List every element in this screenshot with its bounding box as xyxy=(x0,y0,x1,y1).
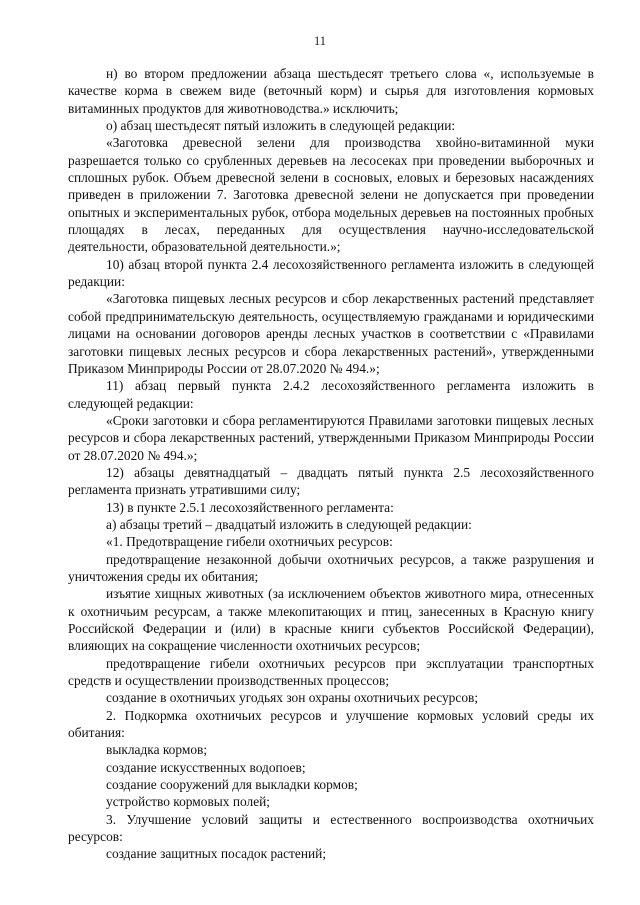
paragraph-amendment-o: о) абзац шестьдесят пятый изложить в следующей редакции: xyxy=(106,118,456,134)
paragraph-prevent-illegal-hunting: предотвращение незаконной добычи охотничьих ресурсов, а также разрушения и уничтожения среды их обитания; xyxy=(68,551,594,584)
paragraph-item-11: 11) абзац первый пункта 2.4.2 лесохозяйственного регламента изложить в следующей редакции: xyxy=(68,378,594,411)
page-number: 11 xyxy=(313,34,327,48)
paragraph-prevent-transport-deaths: предотвращение гибели охотничьих ресурсов при эксплуатации транспортных средств и осуществлении производственных процессов; xyxy=(68,655,594,689)
paragraph-protective-plantings: создание защитных посадок растений; xyxy=(106,846,327,862)
paragraph-item-13a: а) абзацы третий – двадцатый изложить в следующей редакции: xyxy=(106,516,472,532)
paragraph-protection-zones: создание в охотничьих угодьях зон охраны охотничьих ресурсов; xyxy=(106,690,479,706)
paragraph-item-13: 13) в пункте 2.5.1 лесохозяйственного регламента: xyxy=(106,499,394,515)
paragraph-item-12: 12) абзацы девятнадцатый – двадцать пятый пункта 2.5 лесохозяйственного регламента признать утратившими силу; xyxy=(68,464,594,498)
paragraph-quote-wood-greens: «Заготовка древесной зелени для производства хвойно-витаминной муки разрешается только со срубленных деревьев на лесосеках при проведении выборочных и сплошных рубок. Объем древесной зелени в сосновых, еловых и березовых насаждениях приведен в приложении 7. Заготовка древесной зелени не допускается при проведении опытных и экспериментальных рубок, отбора модельных деревьев на постоянных пробных площадях в лесах, переданных для осуществления научно-исследовательской деятельности, образовательной деятельности.»; xyxy=(68,135,594,255)
paragraph-quote-harvest-terms: «Сроки заготовки и сбора регламентируются Правилами заготовки пищевых лесных ресурсов и сбора лекарственных растений, утвержденными Приказом Минприроды России от 28.07.2020 № 494.»; xyxy=(68,412,594,463)
paragraph-amendment-n: н) во втором предложении абзаца шестьдесят третьего слова «, используемые в качестве корма в свежем виде (веточный корм) и сырья для изготовления кормовых витаминных продуктов для животноводства.» исключить; xyxy=(68,66,594,116)
paragraph-quote-food-resources: «Заготовка пищевых лесных ресурсов и сбор лекарственных растений представляет собой предпринимательскую деятельность, осуществляемую гражданами и юридическими лицами на основании договоров аренды лесных участков в соответствии с «Правилами заготовки пищевых лесных ресурсов и сбора лекарственных растений», утвержденными Приказом Минприроды России от 28.07.2020 № 494.»; xyxy=(68,291,594,376)
paragraph-predator-removal: изъятие хищных животных (за исключением объектов животного мира, отнесенных к охотничьим ресурсам, а также млекопитающих и птиц, занесенных в Красную книгу Российской Федерации и (или) в красные книги субъектов Российской Федерации), влияющих на сокращение численности охотничьих ресурсов; xyxy=(68,586,594,654)
paragraph-section-3-heading: 3. Улучшение условий защиты и естественного воспроизводства охотничьих ресурсов: xyxy=(68,811,594,845)
document-body xyxy=(68,65,594,863)
paragraph-section-2-heading: 2. Подкормка охотничьих ресурсов и улучшение кормовых условий среды их обитания: xyxy=(68,707,594,741)
paragraph-feed-fields: устройство кормовых полей; xyxy=(106,794,271,810)
paragraph-feeding-structures: создание сооружений для выкладки кормов; xyxy=(106,777,358,793)
paragraph-feed-laying: выкладка кормов; xyxy=(106,742,208,758)
paragraph-artificial-watering: создание искусственных водопоев; xyxy=(106,759,306,775)
paragraph-item-10: 10) абзац второй пункта 2.4 лесохозяйственного регламента изложить в следующей редакции: xyxy=(68,256,594,290)
paragraph-section-1-heading: «1. Предотвращение гибели охотничьих ресурсов: xyxy=(106,534,393,550)
